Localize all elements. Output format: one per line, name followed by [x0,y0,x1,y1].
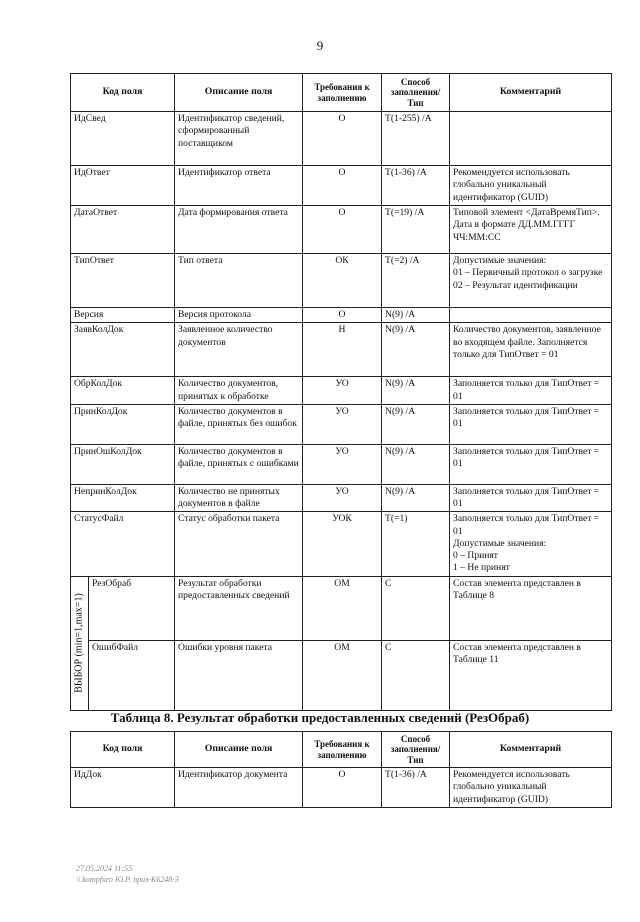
field-comment [450,308,612,323]
field-code: ЗаявКолДок [71,323,175,377]
header-method: Способ заполнения/ Тип [382,732,450,768]
choice-group-cell [71,576,89,710]
field-description: Идентификатор сведений, сформированный поставщиком [175,112,303,166]
field-requirement: УО [303,484,382,512]
field-type: С [382,576,450,640]
field-comment: Типовой элемент <ДатаВремяТип>. Дата в формате ДД.ММ.ГГГГ ЧЧ:ММ:СС [450,206,612,254]
field-description: Количество документов, принятых к обработке [175,377,303,405]
field-type: N(9) /А [382,377,450,405]
field-code: ТипОтвет [71,254,175,308]
header-description: Описание поля [175,732,303,768]
table-row [71,254,612,308]
table-row [71,484,612,512]
field-type: T(1-255) /А [382,112,450,166]
field-code: ДатаОтвет [71,206,175,254]
choice-group-label: ВЫБОР (min=1,max=1) [73,593,85,693]
header-method: Способ заполнения/ Тип [382,74,450,112]
field-comment: Количество документов, заявленное во входящем файле. Заполняется только для ТипОтвет = 01 [450,323,612,377]
field-code: ПринКолДок [71,404,175,444]
field-type: T(=2) /А [382,254,450,308]
table-row [71,404,612,444]
header-comment: Комментарий [450,732,612,768]
field-requirement: ОК [303,254,382,308]
page-number: 9 [316,38,324,53]
field-type: N(9) /А [382,484,450,512]
header-requirements: Требования к заполнению [303,732,382,768]
table-8-header-row [71,732,612,768]
field-description: Статус обработки пакета [175,512,303,576]
field-description: Ошибки уровня пакета [175,640,303,710]
table-row [71,768,612,808]
field-description: Идентификатор документа [175,768,303,808]
fields-table [70,73,612,711]
field-code: НепринКолДок [71,484,175,512]
field-code: РезОбраб [89,576,175,640]
header-comment: Комментарий [450,74,612,112]
field-type: T(=19) /А [382,206,450,254]
table-8 [70,731,612,808]
field-requirement: О [303,112,382,166]
field-description: Идентификатор ответа [175,166,303,206]
field-comment [450,112,612,166]
table-row [71,206,612,254]
field-description: Количество документов в файле, принятых без ошибок [175,404,303,444]
header-code: Код поля [71,732,175,768]
table-row [71,444,612,484]
field-comment: Допустимые значения: 01 – Первичный протокол о загрузке 02 – Результат идентификации [450,254,612,308]
field-description: Количество не принятых документов в файле [175,484,303,512]
table-row [71,323,612,377]
field-code: ИдОтвет [71,166,175,206]
field-code: СтатусФайл [71,512,175,576]
field-comment: Заполняется только для ТипОтвет = 01 [450,484,612,512]
field-comment: Заполняется только для ТипОтвет = 01 [450,444,612,484]
field-description: Результат обработки предоставленных сведений [175,576,303,640]
field-type: N(9) /А [382,308,450,323]
header-requirements: Требования к заполнению [303,74,382,112]
field-type: N(9) /А [382,444,450,484]
field-requirement: ОМ [303,576,382,640]
field-description: Версия протокола [175,308,303,323]
field-requirement: УО [303,444,382,484]
field-code: ПринОшКолДок [71,444,175,484]
field-comment: Заполняется только для ТипОтвет = 01 Допустимые значения: 0 – Принят 1 – Не принят [450,512,612,576]
field-type: N(9) /А [382,323,450,377]
field-comment: Рекомендуется использовать глобально уникальный идентификатор (GUID) [450,166,612,206]
field-code: ИдСвед [71,112,175,166]
field-type: T(1-36) /А [382,166,450,206]
field-code: ОбрКолДок [71,377,175,405]
field-code: ОшибФайл [89,640,175,710]
field-description: Дата формирования ответа [175,206,303,254]
field-requirement: О [303,166,382,206]
field-requirement: Н [303,323,382,377]
field-description: Тип ответа [175,254,303,308]
field-description: Количество документов в файле, принятых с ошибками [175,444,303,484]
table-row [71,512,612,576]
field-type: С [382,640,450,710]
field-requirement: О [303,308,382,323]
footer-timestamp: 27.05.2024 11:55 [76,864,133,873]
field-requirement: УО [303,377,382,405]
field-requirement: О [303,768,382,808]
table-row [71,112,612,166]
field-requirement: УО [303,404,382,444]
field-description: Заявленное количество документов [175,323,303,377]
table-8-caption: Таблица 8. Результат обработки предоставленных сведений (РезОбраб) [110,710,530,725]
field-comment: Заполняется только для ТипОтвет = 01 [450,377,612,405]
field-requirement: УОК [303,512,382,576]
field-code: ИдДок [71,768,175,808]
field-type: T(=1) [382,512,450,576]
header-code: Код поля [71,74,175,112]
field-comment: Заполняется только для ТипОтвет = 01 [450,404,612,444]
table-header-row [71,74,612,112]
table-row [71,377,612,405]
table-row [71,166,612,206]
field-requirement: О [303,206,382,254]
field-type: N(9) /А [382,404,450,444]
field-comment: Состав элемента представлен в Таблице 8 [450,576,612,640]
table-row [71,308,612,323]
field-requirement: ОМ [303,640,382,710]
header-description: Описание поля [175,74,303,112]
field-code: Версия [71,308,175,323]
table-row [71,576,612,640]
footer-author: \\.kompfuro Ю.Р. приз-К6248-3 [76,875,179,884]
field-comment: Рекомендуется использовать глобально уникальный идентификатор (GUID) [450,768,612,808]
field-comment: Состав элемента представлен в Таблице 11 [450,640,612,710]
field-type: T(1-36) /А [382,768,450,808]
table-row [71,640,612,710]
